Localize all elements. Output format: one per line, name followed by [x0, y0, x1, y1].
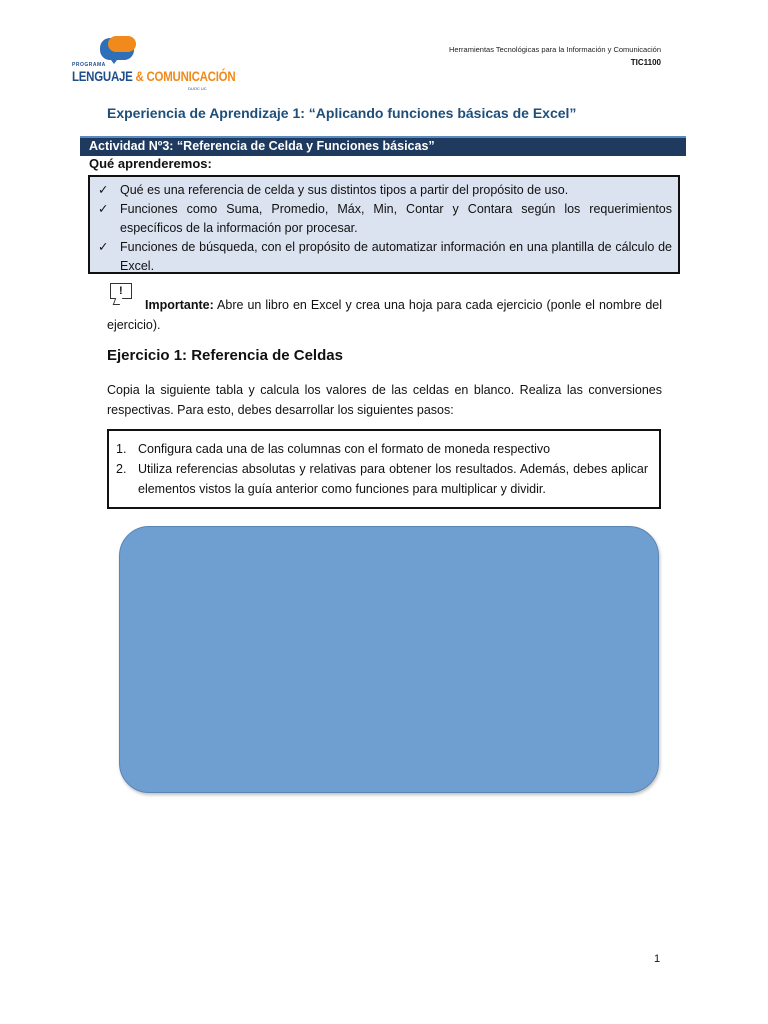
step-text: Configura cada una de las columnas con el formato de moneda respectivo: [138, 442, 551, 456]
checkmark-icon: ✓: [98, 183, 109, 197]
learn-box: [88, 175, 680, 274]
table-placeholder-box: [119, 526, 659, 793]
course-name: Herramientas Tecnológicas para la Información y Comunicación: [448, 45, 661, 54]
logo-program-text: PROGRAMA: [72, 62, 106, 68]
logo-word-lenguaje: LENGUAJE: [72, 68, 133, 84]
checkmark-icon: ✓: [98, 240, 109, 254]
speech-bubble-tail: [108, 56, 120, 64]
page-number: 1: [654, 953, 661, 965]
learn-item-text: Qué es una referencia de celda y sus distintos tipos a partir del propósito de uso.: [120, 183, 569, 197]
step-number: 1.: [116, 442, 127, 456]
program-logo: [70, 36, 236, 96]
activity-title: Actividad Nº3: “Referencia de Celda y Funciones básicas”: [89, 139, 435, 153]
exercise-title: Ejercicio 1: Referencia de Celdas: [107, 347, 343, 364]
learn-item: [98, 238, 672, 276]
learn-heading: Qué aprenderemos:: [89, 156, 212, 171]
learn-item-text: Funciones de búsqueda, con el propósito de automatizar información en una plantilla de cálculo de Excel.: [120, 240, 672, 273]
speech-bubble-orange-icon: [108, 36, 136, 52]
important-text: Abre un libro en Excel y crea una hoja para cada ejercicio (ponle el nombre del ejercicio).: [107, 298, 662, 332]
learn-item-text: Funciones como Suma, Promedio, Máx, Min, Contar y Contara según los requerimientos específicos de la información por procesar.: [120, 202, 672, 235]
step-text: Utiliza referencias absolutas y relativas para obtener los resultados. Además, debes aplicar elementos vistos la guía anterior como funciones para multiplicar y dividir.: [138, 462, 648, 496]
logo-amp: &: [135, 68, 144, 84]
step-number: 2.: [116, 462, 127, 476]
course-code: TIC1100: [630, 58, 661, 67]
exclamation-mark: !: [119, 285, 123, 297]
important-note: [107, 296, 662, 335]
logo-title: [72, 68, 235, 84]
important-label: Importante:: [145, 298, 214, 312]
learn-item: [98, 200, 672, 238]
checkmark-icon: ✓: [98, 202, 109, 216]
logo-org: DUOC UC: [188, 86, 207, 91]
step-item: [116, 459, 648, 499]
learn-item: [98, 181, 672, 200]
activity-bar: [80, 136, 686, 156]
steps-box: [107, 429, 661, 509]
exercise-intro: Copia la siguiente tabla y calcula los valores de las celdas en blanco. Realiza las conversiones respectivas. Para esto, debes desarrollar los siguientes pasos:: [107, 383, 662, 417]
step-item: [116, 439, 648, 459]
experience-title: Experiencia de Aprendizaje 1: “Aplicando funciones básicas de Excel”: [107, 105, 577, 121]
logo-word-comunicacion: COMUNICACIÓN: [146, 68, 236, 84]
